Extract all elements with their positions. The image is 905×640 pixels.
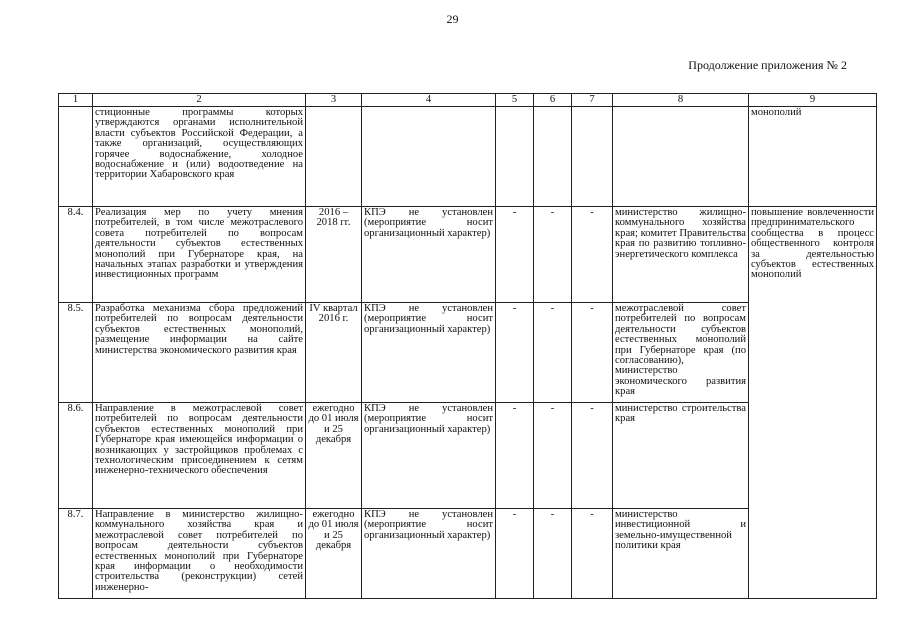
term-text: 2016 – 2018 гг. [306, 207, 362, 303]
term-text [306, 107, 362, 207]
measure-text: Направление в межотраслевой совет потребителей по вопросам деятельности субъектов естественных монополий при Губернаторе края имеющейся информации о возникающих у застройщиков проблемах с технологическим присоединением к сетям инженерно-технического обеспечения [93, 403, 306, 509]
indicator-text: КПЭ не установлен (мероприятие носит организационный характер) [362, 403, 496, 509]
indicator-text: КПЭ не установлен (мероприятие носит организационный характер) [362, 303, 496, 403]
row-number [59, 107, 93, 207]
col-header-9: 9 [749, 94, 877, 107]
responsible-text: министерство инвестиционной и земельно-имущественной политики края [613, 509, 749, 599]
responsible-text: межотраслевой совет потребителей по вопросам деятельности субъектов естественных монополий при Губернаторе края (по согласованию), министерство экономического развития края [613, 303, 749, 403]
indicator-text: КПЭ не установлен (мероприятие носит организационный характер) [362, 509, 496, 599]
col7-value: - [572, 207, 613, 303]
col-header-7: 7 [572, 94, 613, 107]
col5-value: - [496, 509, 534, 599]
col7-value [572, 107, 613, 207]
measure-text: Направление в министерство жилищно-коммунального хозяйства края и межотраслевой совет потребителей по вопросам деятельности субъектов естественных монополий при Губернаторе края информации о необходимости строительства (реконструкции) сетей инженерно- [93, 509, 306, 599]
measure-text: Реализация мер по учету мнения потребителей, в том числе межотраслевого совета потребителей по вопросам деятельности субъектов естественных монополий при Губернаторе края, на начальных этапах разработки и утверждения инвестиционных программ [93, 207, 306, 303]
col-header-6: 6 [534, 94, 572, 107]
header-row [59, 94, 877, 107]
col6-value: - [534, 207, 572, 303]
col7-value: - [572, 303, 613, 403]
indicator-text: КПЭ не установлен (мероприятие носит организационный характер) [362, 207, 496, 303]
col7-value: - [572, 509, 613, 599]
col-header-8: 8 [613, 94, 749, 107]
page-number: 29 [446, 12, 459, 26]
result-text: монополий [749, 107, 877, 207]
table-row [59, 107, 877, 207]
responsible-text: министерство строительства края [613, 403, 749, 509]
responsible-text: министерство жилищно-коммунального хозяйства края; комитет Правительства края по развитию топливно-энергетического комплекса [613, 207, 749, 303]
col-header-2: 2 [93, 94, 306, 107]
col6-value: - [534, 509, 572, 599]
term-text: ежегодно до 01 июля и 25 декабря [306, 509, 362, 599]
responsible-text [613, 107, 749, 207]
row-number: 8.6. [59, 403, 93, 509]
row-number: 8.7. [59, 509, 93, 599]
term-text: IV квартал 2016 г. [306, 303, 362, 403]
col7-value: - [572, 403, 613, 509]
measure-text: стиционные программы которых утверждаются органами исполнительной власти субъектов Российской Федерации, а также организаций, осуществляющих горячее водоснабжение, холодное водоснабжение и (или) водоотведение на территории Хабаровского края [93, 107, 306, 207]
col5-value: - [496, 403, 534, 509]
continuation-label: Продолжение приложения № 2 [688, 58, 847, 72]
indicator-text [362, 107, 496, 207]
row-number: 8.4. [59, 207, 93, 303]
result-text: повышение вовлеченности предпринимательского сообщества в процесс общественного контроля за деятельностью субъектов естественных монополий [749, 207, 877, 599]
term-text: ежегодно до 01 июля и 25 декабря [306, 403, 362, 509]
col5-value: - [496, 303, 534, 403]
col-header-1: 1 [59, 94, 93, 107]
col-header-3: 3 [306, 94, 362, 107]
program-table [58, 93, 877, 599]
col5-value [496, 107, 534, 207]
col6-value: - [534, 303, 572, 403]
col6-value [534, 107, 572, 207]
col6-value: - [534, 403, 572, 509]
table-row [59, 207, 877, 303]
row-number: 8.5. [59, 303, 93, 403]
col5-value: - [496, 207, 534, 303]
measure-text: Разработка механизма сбора предложений потребителей по вопросам деятельности субъектов естественных монополий, размещение информации на сайте министерства экономического развития края [93, 303, 306, 403]
col-header-5: 5 [496, 94, 534, 107]
col-header-4: 4 [362, 94, 496, 107]
